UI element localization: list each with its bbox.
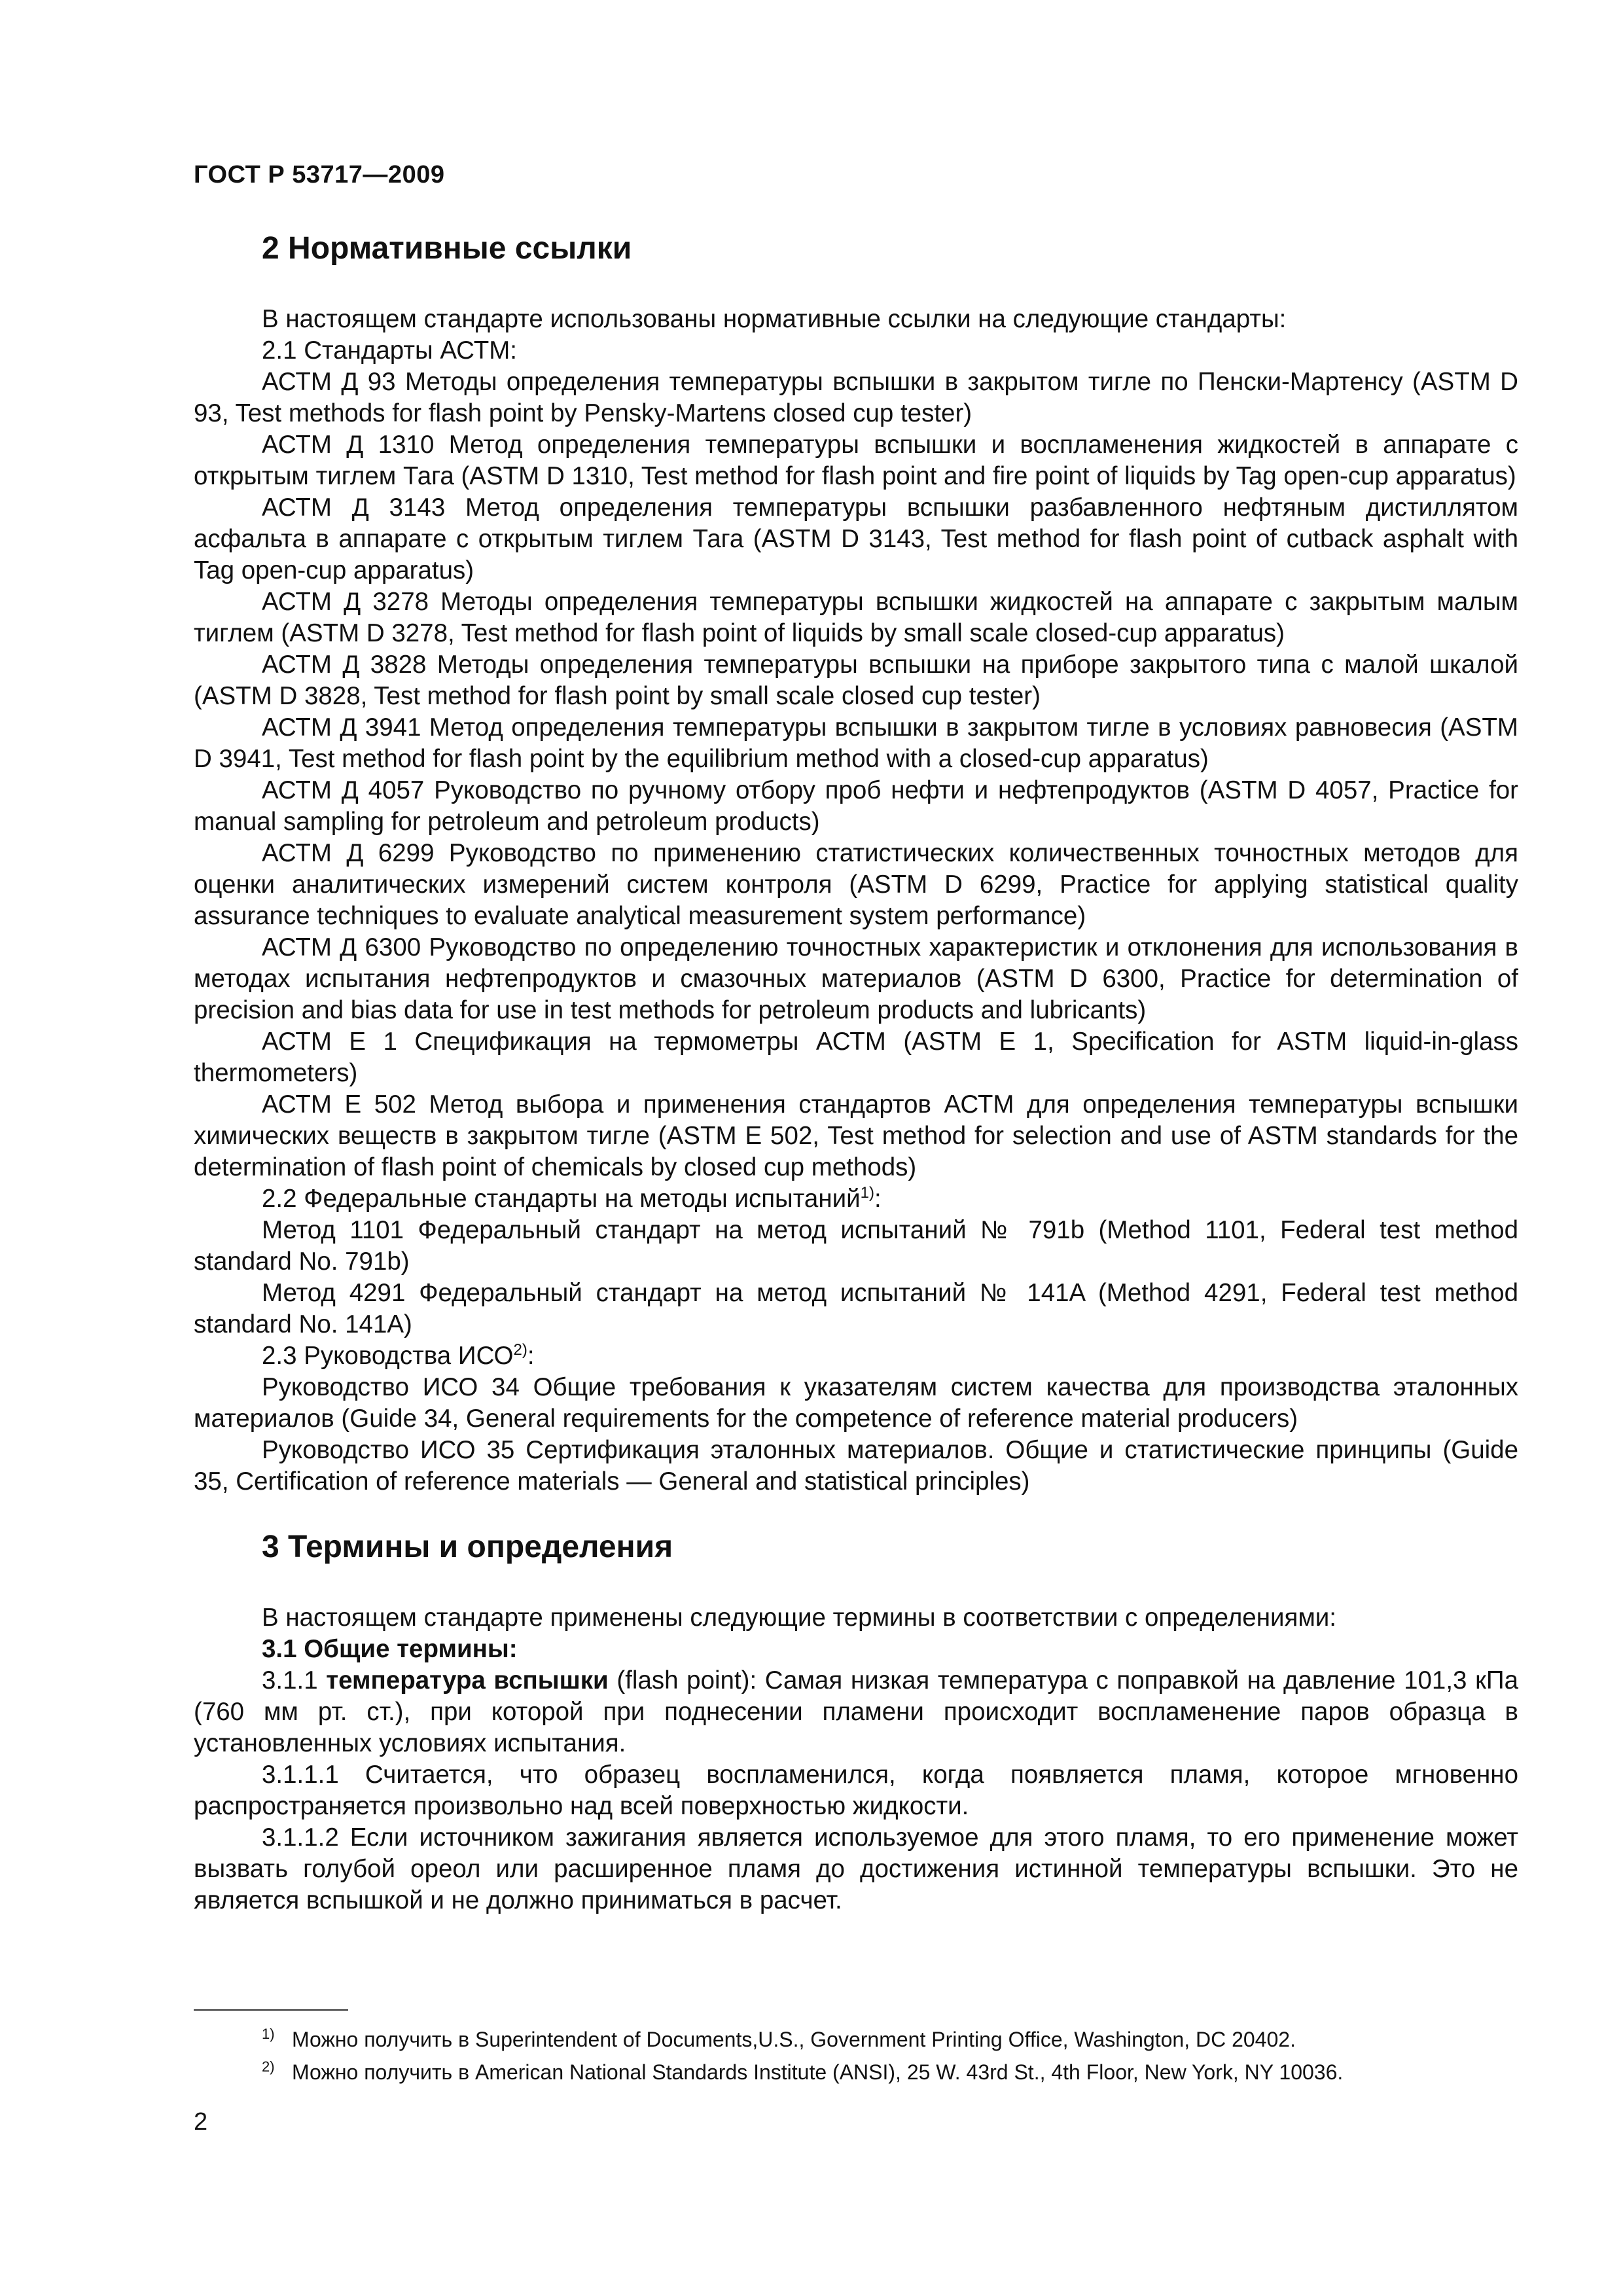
section-3-heading: 3 Термины и определения — [262, 1530, 673, 1564]
reference-item: АСТМ Д 6299 Руководство по применению статистических количественных точностных методов для оценки аналитических измерений систем контроля (ASTM D 6299, Practice for applying statistical quality assurance techniques to evaluate analytical measurement system performance) — [194, 839, 1518, 930]
subsection-2-2-heading — [194, 1183, 1518, 1215]
term-3-1-1-2: 3.1.1.2 Если источником зажигания является используемое для этого пламя, то его применение может вызвать голубой ореол или расширенное пламя до достижения истинной температуры вспышки. Это не является вспышкой и не должно приниматься в расчет. — [194, 1823, 1518, 1914]
page-body — [194, 229, 1518, 1916]
iso-guide-item: Руководство ИСО 34 Общие требования к указателям систем качества для производства эталонных материалов (Guide 34, General requirements for the competence of reference material producers) — [194, 1373, 1518, 1433]
subsection-2-2-text: 2.2 Федеральные стандарты на методы испытаний — [262, 1185, 861, 1213]
section-2-intro: В настоящем стандарте использованы нормативные ссылки на следующие стандарты: — [262, 305, 1287, 333]
reference-item: АСТМ Д 6300 Руководство по определению точностных характеристик и отклонения для использования в методах испытания нефтепродуктов и смазочных материалов (ASTM D 6300, Practice for determination of precision and bias data for use in test methods for petroleum products and lubricants) — [194, 933, 1518, 1024]
subsection-2-3-colon: : — [527, 1342, 535, 1370]
reference-item: АСТМ Д 3828 Методы определения температуры вспышки на приборе закрытого типа с малой шкалой (ASTM D 3828, Test method for flash point by small scale closed cup tester) — [194, 651, 1518, 710]
footnote-1-text: Можно получить в Superintendent of Documents,U.S., Government Printing Office, Washington, DC 20402. — [292, 2028, 1296, 2051]
reference-item: АСТМ Д 3941 Метод определения температуры вспышки в закрытом тигле в условиях равновесия (ASTM D 3941, Test method for flash point by the equilibrium method with a closed-cup apparatus) — [194, 713, 1518, 773]
reference-item: АСТМ Д 1310 Метод определения температуры вспышки и воспламенения жидкостей в аппарате с открытым тиглем Тага (ASTM D 1310, Test method for flash point and fire point of liquids by Tag open-cup apparatus) — [194, 431, 1518, 490]
reference-item: АСТМ Д 3278 Методы определения температуры вспышки жидкостей на аппарате с закрытым малым тиглем (ASTM D 3278, Test method for flash point of liquids by small scale closed-cup apparatus) — [194, 588, 1518, 647]
federal-standard-item: Метод 4291 Федеральный стандарт на метод испытаний № 141A (Method 4291, Federal test method standard No. 141A) — [194, 1279, 1518, 1338]
subsection-2-2-colon: : — [874, 1185, 882, 1213]
footnote-1-mark: 1) — [262, 2026, 275, 2042]
subsection-3-1-text: 3.1 Общие термины: — [262, 1635, 518, 1663]
reference-item: АСТМ Е 1 Спецификация на термометры АСТМ (ASTM E 1, Specification for ASTM liquid-in-glass thermometers) — [194, 1028, 1518, 1087]
section-2-heading: 2 Нормативные ссылки — [262, 231, 632, 266]
reference-item: АСТМ Д 93 Методы определения температуры вспышки в закрытом тигле по Пенски-Мартенсу (ASTM D 93, Test methods for flash point by Pensky-Martens closed cup tester) — [194, 368, 1518, 427]
term-3-1-1-number: 3.1.1 — [262, 1666, 318, 1695]
subsection-2-3-heading — [194, 1340, 1518, 1372]
term-3-1-1-definition: (flash point): Самая низкая температура с поправкой на давление 101,3 кПа (760 мм рт. ст.), при которой при поднесении пламени происходит воспламенение паров образца в установленных условиях испытания. — [194, 1666, 1519, 1757]
page-number: 2 — [194, 2108, 208, 2136]
reference-item: АСТМ Д 3143 Метод определения температуры вспышки разбавленного нефтяным дистиллятом асфальта в аппарате с открытым тиглем Тага (ASTM D 3143, Test method for flash point of cutback asphalt with Tag open-cup apparatus) — [194, 493, 1518, 584]
subsection-3-1-heading — [194, 1634, 1518, 1665]
reference-item: АСТМ Д 4057 Руководство по ручному отбору проб нефти и нефтепродуктов (ASTM D 4057, Practice for manual sampling for petroleum and petroleum products) — [194, 776, 1518, 836]
footnote-ref-1: 1) — [860, 1184, 874, 1202]
term-3-1-1-1: 3.1.1.1 Считается, что образец воспламенился, когда появляется пламя, которое мгновенно распространяется произвольно над всей поверхностью жидкости. — [194, 1761, 1518, 1820]
footnote-separator — [194, 2009, 348, 2011]
section-3-intro: В настоящем стандарте применены следующие термины в соответствии с определениями: — [262, 1604, 1336, 1632]
iso-guide-item: Руководство ИСО 35 Сертификация эталонных материалов. Общие и статистические принципы (Guide 35, Certification of reference materials — General and statistical principles) — [194, 1436, 1518, 1496]
footnote-2-mark: 2) — [262, 2058, 275, 2075]
term-3-1-1 — [194, 1665, 1518, 1759]
footnote-ref-2: 2) — [513, 1341, 527, 1359]
federal-standard-item: Метод 1101 Федеральный стандарт на метод испытаний № 791b (Method 1101, Federal test method standard No. 791b) — [194, 1216, 1518, 1276]
document-header: ГОСТ Р 53717—2009 — [194, 161, 445, 188]
subsection-2-3-text: 2.3 Руководства ИСО — [262, 1342, 514, 1370]
footnote-2-text: Можно получить в American National Standards Institute (ANSI), 25 W. 43rd St., 4th Floor, New York, NY 10036. — [292, 2060, 1344, 2084]
subsection-2-1-heading: 2.1 Стандарты АСТМ: — [262, 336, 517, 365]
term-3-1-1-term: температура вспышки — [326, 1666, 609, 1695]
reference-item: АСТМ Е 502 Метод выбора и применения стандартов АСТМ для определения температуры вспышки химических веществ в закрытом тигле (ASTM E 502, Test method for selection and use of ASTM standards for the determination of flash point of chemicals by closed cup methods) — [194, 1090, 1518, 1181]
